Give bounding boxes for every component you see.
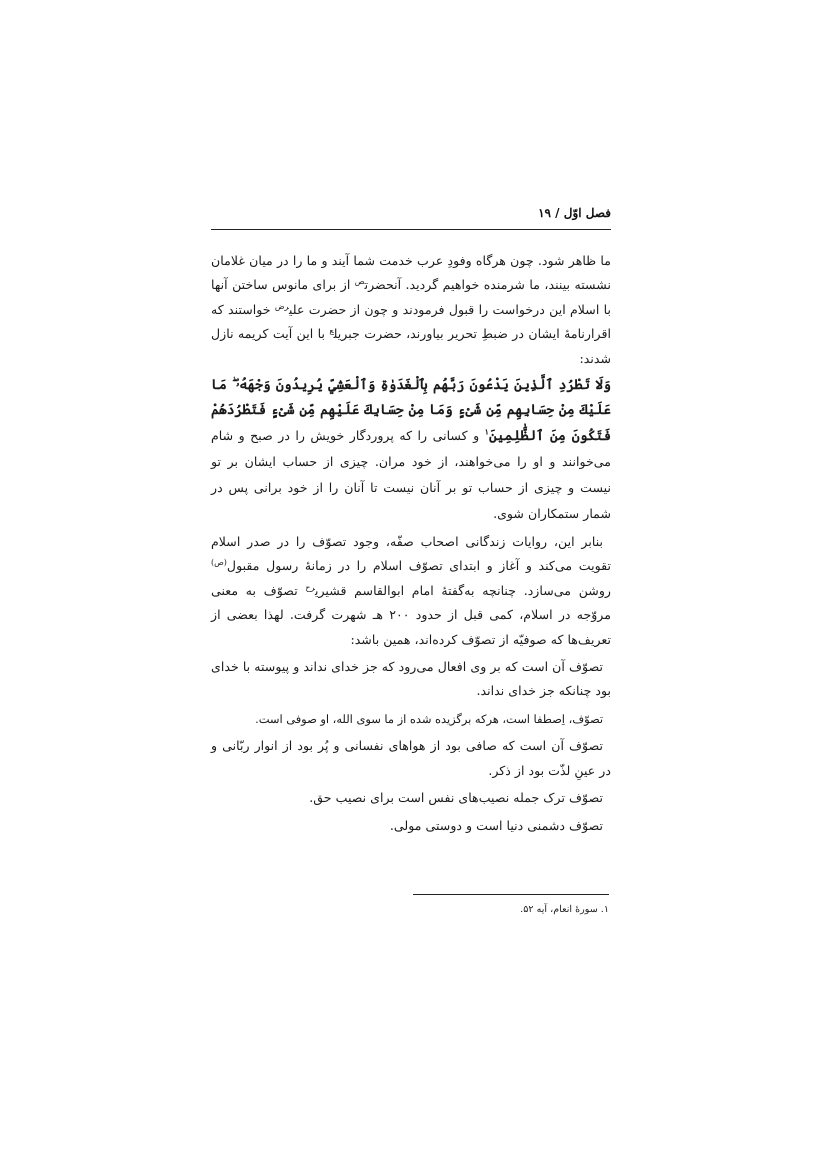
honorific-mark: ص — [354, 277, 365, 287]
footnote-marker: ۱ — [484, 426, 489, 437]
header-rule — [211, 229, 611, 230]
quran-verse: وَلَا تَطْرُدِ ٱلَّذِينَ يَدْعُونَ رَبَّهُم بِٱلْغَدَوٰةِ وَٱلْعَشِيِّ يُرِيدُونَ وَجْهَهُۥ ۖ مَا عَلَيْكَ مِنْ حِسَابِهِم مِّن شَىْءٍ وَمَا مِنْ حِسَابِكَ عَلَيْهِم مِّن شَىْءٍ فَتَطْرُدَهُمْ فَتَكُونَ مِنَ ٱلظَّٰلِمِينَ$^۱$ و کسانی را که پروردگار خویش را در صبح و شام می‌خوانند و او را می‌خواهند، از خود مران. چیزی از حساب ایشان بر تو نیست و چیزی از حساب تو بر آنان نیست تا آنان را از خود برانی پس در شمار ستمکاران شوی. — [211, 377, 612, 522]
honorific-mark: رض — [274, 301, 289, 311]
book-page — [211, 203, 612, 915]
verse-translation: و کسانی را که پروردگار خویش را در صبح و شام می‌خوانند و او را می‌خواهند، از خود مران. چیزی از حساب ایشان بر تو نیست و چیزی از حساب تو بر آنان نیست تا آنان را از خود برانی پس در شمار ستمکاران شوی. — [211, 428, 611, 522]
definition-3: تصوّف آن است که صافی بود از هواهای نفسانی و پُر بود از انوار ربّانی و در عینِ لذّت بود از ذکر. — [211, 738, 611, 778]
body-text — [211, 249, 611, 838]
paragraph-1: ما ظاهر شود. چون هرگاه وفودِ عرب خدمت شما آیند و ما را در میان غلامان نشسته بینند، ما شرمنده خواهیم گردید. آنحضرت$^ص$ از برای مانوس ساختن آنها با اسلام این درخواست را قبول فرمودند و چون از حضرت علی$^{رض}$ خواستند که اقرارنامهٔ ایشان در ضبطِ تحریر بیاورند، حضرت جبریل$^ع$ با این آیت کریمه نازل شدند: — [211, 253, 611, 366]
definition-2: تصوّف، اِصطفا است، هرکه برگزیده شده از ما سوی الله، او صوفی است. — [255, 711, 603, 726]
footnote-rule — [413, 894, 609, 895]
running-head: فصل اوّل / ۱۹ — [538, 206, 611, 220]
definition-4: تصوّف ترک جمله نصیب‌های نفس است برای نصیب حق. — [309, 790, 603, 806]
honorific-mark: رح — [305, 582, 315, 592]
definition-5: تصوّف دشمنی دنیا است و دوستی مولی. — [389, 817, 603, 833]
paragraph-2: بنابر این، روایات زندگانی اصحاب صفّه، وجود تصوّف را در صدر اسلام تقویت می‌کند و آغاز و ابتدای تصوّف اسلام را در زمانهٔ رسول مقبول$^{(ص)}$ روشن می‌سازد. چنانچه به‌گفتهٔ امام ابوالقاسم قشیری$^{رح}$ تصوّف به معنی مروّجه در اسلام، کمی قبل از حدود ۲۰۰ هـ شهرت گرفت. لهذا بعضی از تعریف‌ها که صوفیّه از تصوّف کرده‌اند، همین باشد: — [211, 534, 612, 647]
honorific-mark: (ص) — [211, 558, 227, 568]
honorific-mark: ع — [329, 326, 334, 336]
definition-1: تصوّف آن است که بر وی افعال می‌رود که جز خدای نداند و پیوسته با خدای بود چنانکه جز خدای نداند. — [211, 659, 611, 699]
footnote-1: ۱. سورهٔ انعام، آیه ۵۲. — [520, 904, 609, 915]
